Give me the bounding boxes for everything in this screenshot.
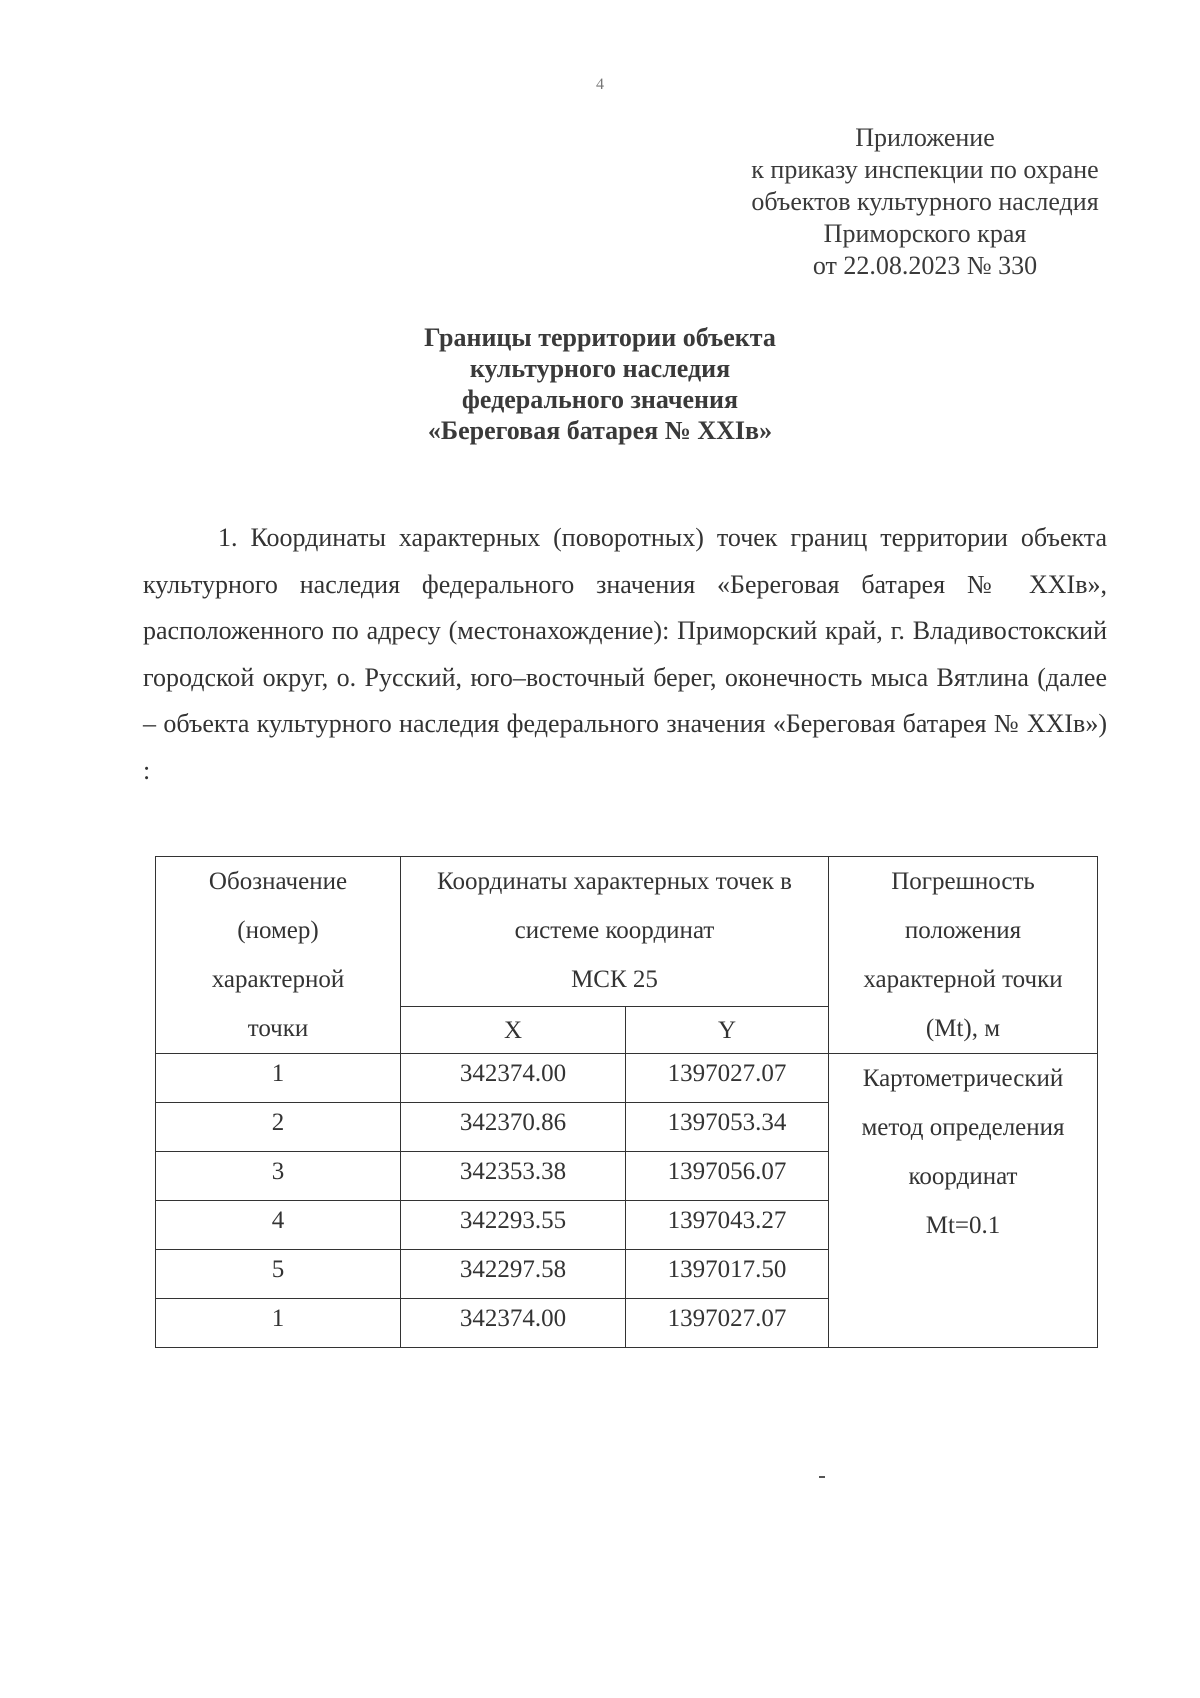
title-line: культурного наследия <box>469 354 731 383</box>
note-line: Картометрический <box>862 1065 1064 1092</box>
coord-x: 342370.86 <box>401 1103 626 1152</box>
coord-y: 1397027.07 <box>626 1299 829 1348</box>
coordinates-table <box>155 856 1098 1348</box>
header-text: системе координат <box>514 917 715 944</box>
coord-x: 342353.38 <box>401 1152 626 1201</box>
coord-y: 1397017.50 <box>626 1250 829 1299</box>
header-x: X <box>401 1007 626 1054</box>
coord-y: 1397053.34 <box>626 1103 829 1152</box>
point-number: 2 <box>156 1103 401 1152</box>
header-text: (номер) <box>237 917 319 944</box>
point-number: 1 <box>156 1299 401 1348</box>
header-text: МСК 25 <box>571 966 658 993</box>
appendix-block <box>700 122 1150 282</box>
note-line: метод определения <box>861 1114 1065 1141</box>
header-text: характерной <box>211 966 345 993</box>
header-text: характерной точки <box>863 966 1063 993</box>
appendix-line: объектов культурного наследия <box>751 187 1099 216</box>
header-text: Обозначение <box>208 868 348 895</box>
header-text: Координаты характерных точек в <box>437 868 792 895</box>
table-row <box>156 1054 1098 1103</box>
point-number: 3 <box>156 1152 401 1201</box>
page-number: 4 <box>596 76 604 93</box>
document-title <box>300 322 900 446</box>
header-text: Погрешность <box>891 868 1035 895</box>
point-number: 4 <box>156 1201 401 1250</box>
note-line: Mt=0.1 <box>925 1212 1001 1239</box>
note-line: координат <box>908 1163 1018 1190</box>
title-line: федерального значения <box>461 385 739 414</box>
accuracy-note <box>829 1054 1098 1348</box>
stray-mark <box>819 1476 825 1478</box>
point-number: 1 <box>156 1054 401 1103</box>
appendix-line: от 22.08.2023 № 330 <box>812 251 1038 280</box>
header-text: точки <box>247 1015 309 1042</box>
header-text: положения <box>904 917 1022 944</box>
coord-y: 1397043.27 <box>626 1201 829 1250</box>
title-line: «Береговая батарея № XXIв» <box>427 416 773 445</box>
coord-x: 342374.00 <box>401 1054 626 1103</box>
title-line: Границы территории объекта <box>424 323 776 352</box>
point-number: 5 <box>156 1250 401 1299</box>
appendix-line: к приказу инспекции по охране <box>751 155 1099 184</box>
header-y: Y <box>626 1007 829 1054</box>
coord-x: 342374.00 <box>401 1299 626 1348</box>
appendix-line: Приложение <box>855 123 995 152</box>
coord-x: 342293.55 <box>401 1201 626 1250</box>
appendix-line: Приморского края <box>823 219 1027 248</box>
header-point-designation <box>156 857 401 1054</box>
header-accuracy <box>829 857 1098 1054</box>
header-coordinates <box>401 857 829 1007</box>
coord-y: 1397056.07 <box>626 1152 829 1201</box>
coordinates-paragraph: 1. Координаты характерных (поворотных) точек границ территории объекта культурного наследия федерального значения «Береговая батарея № XXIв», расположенного по адресу (местонахождение): Приморский край, г. Владивостокский городской округ, о. Русский, юго–восточный берег, оконечность мыса Вятлина (далее – объекта культурного наследия федерального значения «Береговая батарея № XXIв») : <box>143 523 1107 785</box>
header-text: (Mt), м <box>925 1015 1001 1042</box>
coord-x: 342297.58 <box>401 1250 626 1299</box>
coord-y: 1397027.07 <box>626 1054 829 1103</box>
